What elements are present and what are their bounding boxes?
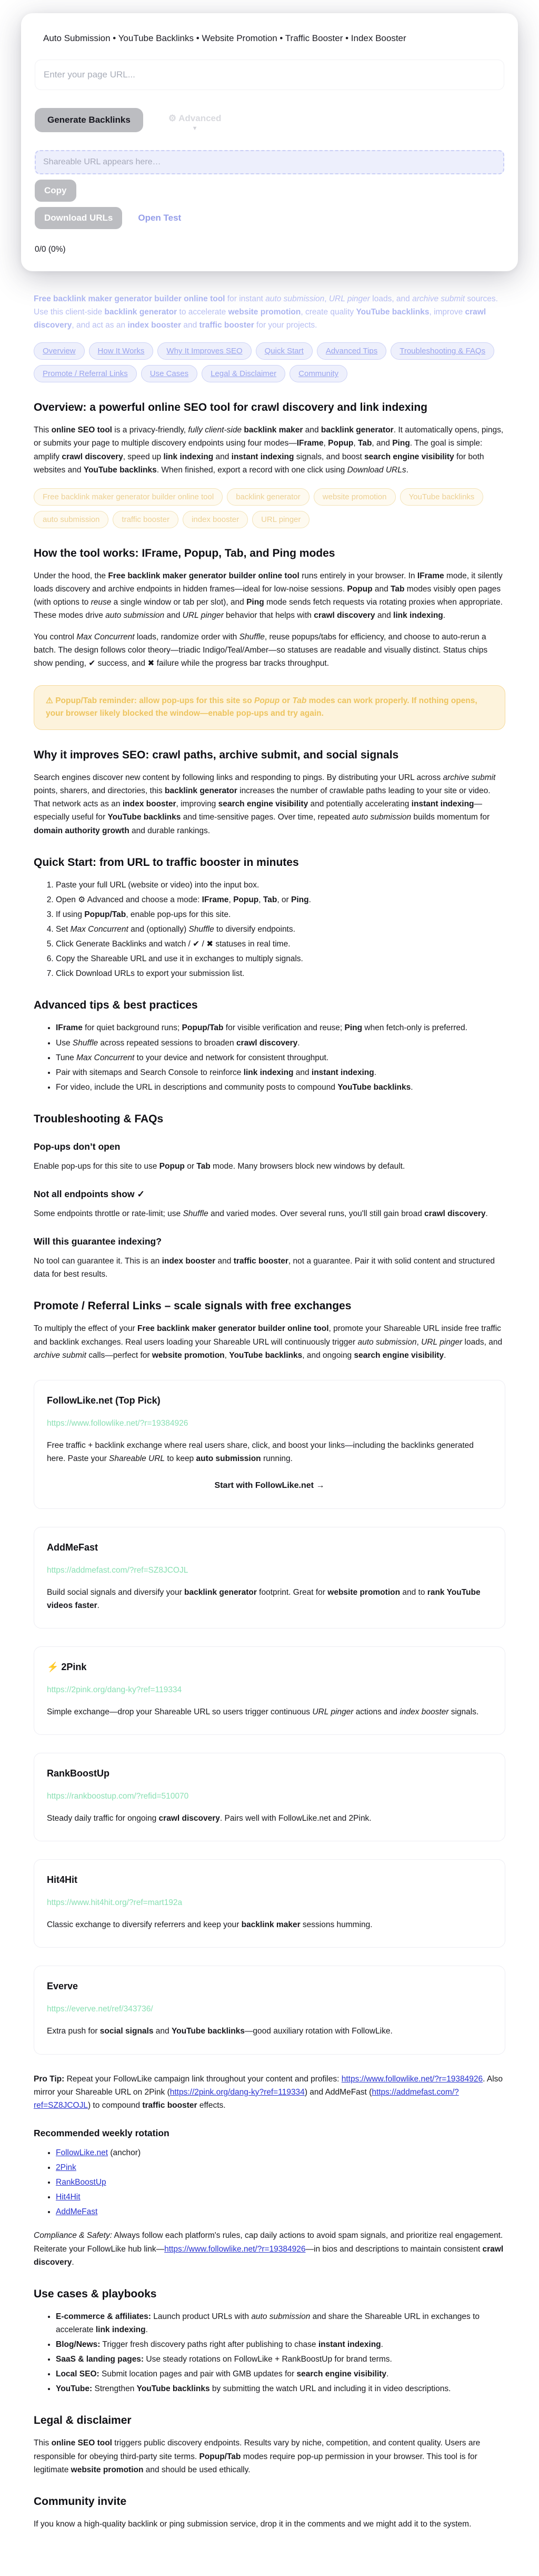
use-cases-list [34, 2310, 505, 2396]
legal-heading: Legal & disclaimer [34, 2414, 132, 2427]
keyword-chip: auto submission [34, 511, 108, 528]
use-case-item: • Local SEO: Submit location pages and pair with GMB updates for search engine visibility. [56, 2367, 505, 2381]
how-it-works-heading: How the tool works: IFrame, Popup, Tab, and Ping modes [34, 547, 335, 559]
advanced-toggle[interactable] [168, 108, 222, 132]
quick-start-step: 6. Copy the Shareable URL and use it in exchanges to multiply signals. [56, 952, 505, 965]
faq-question-guarantee: Will this guarantee indexing? [34, 1236, 162, 1247]
nav-pill[interactable]: Overview [34, 342, 85, 360]
how-paragraph-2: You control Max Concurrent loads, randomize order with Shuffle, reuse popups/tabs for efficiency, and choose to auto-rerun a batch. The design follows color theory—triadic Indigo/Teal/Amber—so statuses are readable and visually distinct. Status chips show pending, ✔ success, and ✖ failure while the progress bar tracks throughput. [34, 633, 488, 668]
promote-paragraph: To multiply the effect of your Free backlink maker generator builder online tool, promote your Shareable URL inside free traffic and backlink exchanges. Real users loading your Shareable URL will continuously trigger auto submission, URL pinger loads, and archive submit calls—perfect for website promotion, YouTube backlinks, and ongoing search engine visibility. [34, 1324, 503, 1360]
keyword-chip: YouTube backlinks [400, 488, 484, 506]
inline-link[interactable]: RankBoostUp [56, 2178, 106, 2187]
nav-pill[interactable]: Community [290, 365, 347, 382]
referral-card-2pink [34, 1646, 505, 1735]
inline-link[interactable]: https://www.followlike.net/?r=19384926 [341, 2074, 483, 2084]
compliance-paragraph: Compliance & Safety: Always follow each platform's rules, cap daily actions to avoid spam signals, and prioritize real engagement. Reiterate your FollowLike hub link—https://www.followlike.net/?r=19384926—in bios and descriptions to maintain consistent crawl discovery. [34, 2231, 504, 2267]
why-seo-heading: Why it improves SEO: crawl paths, archive submit, and social signals [34, 749, 399, 762]
quick-start-step: 7. Click Download URLs to export your submission list. [56, 967, 505, 980]
promote-heading: Promote / Referral Links – scale signals with free exchanges [34, 1300, 352, 1312]
referral-url-link[interactable]: https://www.hit4hit.org/?ref=mart192a [47, 1898, 183, 1908]
overview-paragraph: This online SEO tool is a privacy-friendly, fully client-side backlink maker and backlink generator. It automatically opens, pings, or submits your page to multiple discovery endpoints using four modes—IFrame, Popup, Tab, and Ping. The goal is simple: amplify crawl discovery, speed up link indexing and instant indexing signals, and boost search engine visibility for both websites and YouTube backlinks. When finished, export a record with one click using Download URLs. [34, 426, 504, 475]
followlike-cta-link[interactable]: Start with FollowLike.net → [214, 1481, 325, 1490]
keyword-chips [34, 488, 505, 528]
quick-start-steps [34, 879, 505, 981]
referral-description: Extra push for social signals and YouTube backlinks—good auxiliary rotation with FollowLike. [47, 2027, 393, 2036]
referral-name: ⚡ 2Pink [47, 1662, 87, 1673]
faq-answer-endpoints: Some endpoints throttle or rate-limit; use Shuffle and varied modes. Over several runs, you'll still gain broad crawl discovery. [34, 1209, 488, 1219]
referral-name: RankBoostUp [47, 1768, 110, 1779]
shareable-url-input[interactable] [35, 150, 504, 174]
referral-name: Everve [47, 1981, 78, 1992]
rotation-item [56, 2205, 505, 2218]
referral-url-link[interactable]: https://rankboostup.com/?refid=510070 [47, 1792, 189, 1801]
inline-link[interactable]: FollowLike.net [56, 2148, 108, 2157]
nav-pill[interactable]: Advanced Tips [317, 342, 386, 360]
use-case-item: • E-commerce & affiliates: Launch product URLs with auto submission and share the Shareable URL in exchanges to accelerate link indexing. [56, 2310, 505, 2336]
referral-url-link[interactable]: https://everve.net/ref/343736/ [47, 2005, 153, 2014]
generate-backlinks-button[interactable]: Generate Backlinks [35, 108, 143, 132]
use-cases-heading: Use cases & playbooks [34, 2287, 157, 2300]
referral-card-followlike [34, 1380, 505, 1509]
referral-card-everve [34, 1966, 505, 2054]
advanced-tip: • Pair with sitemaps and Search Console to reinforce link indexing and instant indexing. [56, 1066, 505, 1079]
referral-cta-row [47, 1479, 492, 1493]
referral-description: Free traffic + backlink exchange where real users share, click, and boost your links—including the backlinks generated here. Paste your Shareable URL to keep auto submission running. [47, 1440, 474, 1463]
quick-start-heading: Quick Start: from URL to traffic booster in minutes [34, 856, 299, 868]
advanced-tip: • Tune Max Concurrent to your device and network for consistent throughput. [56, 1051, 505, 1064]
faq-question-popups: Pop-ups don’t open [34, 1141, 121, 1152]
intro-paragraph: Free backlink maker generator builder online tool for instant auto submission, URL pinger loads, and archive submit sources. Use this client-side backlink generator to accelerate website promotion, create quality YouTube backlinks, improve crawl discovery, and act as an index booster and traffic booster for your projects. [34, 294, 498, 330]
quick-start-step: 4. Set Max Concurrent and (optionally) Shuffle to diversify endpoints. [56, 923, 505, 936]
how-paragraph-1: Under the hood, the Free backlink maker generator builder online tool runs entirely in your browser. In IFrame mode, it silently loads discovery and archive endpoints in hidden frames—ideal for low-noise sessions. Popup and Tab modes visibly open pages (with options to reuse a single window or tab per slot), and Ping mode sends fetch requests via rotating proxies when appropriate. These modes drive auto submission and URL pinger behavior that helps with crawl discovery and link indexing. [34, 571, 503, 620]
advanced-tip: • IFrame for quiet background runs; Popup/Tab for visible verification and reuse; Ping when fetch-only is preferred. [56, 1021, 505, 1034]
chevron-down-icon: ▼ [192, 125, 198, 132]
keyword-chip: Free backlink maker generator builder online tool [34, 488, 223, 506]
referral-url-link[interactable]: https://addmefast.com/?ref=SZ8JCOJL [47, 1565, 188, 1575]
use-case-item: • YouTube: Strengthen YouTube backlinks by submitting the watch URL and including it in video descriptions. [56, 2382, 505, 2395]
referral-description: Steady daily traffic for ongoing crawl discovery. Pairs well with FollowLike.net and 2Pink. [47, 1814, 372, 1823]
nav-pill[interactable]: Troubleshooting & FAQs [391, 342, 494, 360]
quick-start-step: 2. Open ⚙ Advanced and choose a mode: IFrame, Popup, Tab, or Ping. [56, 893, 505, 906]
nav-pill[interactable]: Promote / Referral Links [34, 365, 137, 382]
popup-reminder-callout: ⚠ Popup/Tab reminder: allow pop-ups for this site so Popup or Tab modes can work properly. If nothing opens, your browser likely blocked the window—enable pop-ups and try again. [34, 685, 505, 731]
referral-description: Simple exchange—drop your Shareable URL so users trigger continuous URL pinger actions and index booster signals. [47, 1708, 479, 1717]
rotation-list [34, 2146, 505, 2219]
keyword-chip: traffic booster [113, 511, 178, 528]
page-title: Auto Submission • YouTube Backlinks • Website Promotion • Traffic Booster • Index Booster [43, 33, 406, 43]
nav-pill[interactable]: Use Cases [141, 365, 197, 382]
keyword-chip: URL pinger [252, 511, 310, 528]
hero-band [0, 0, 539, 277]
keyword-chip: backlink generator [227, 488, 310, 506]
quick-start-step: 5. Click Generate Backlinks and watch / ✔ / ✖ statuses in real time. [56, 937, 505, 951]
copy-button[interactable]: Copy [35, 180, 76, 202]
overview-heading: Overview: a powerful online SEO tool for crawl discovery and link indexing [34, 401, 428, 414]
nav-pill[interactable]: Quick Start [256, 342, 313, 360]
inline-link[interactable]: Hit4Hit [56, 2193, 81, 2202]
referral-name: Hit4Hit [47, 1874, 77, 1886]
progress-counter: 0/0 (0%) [35, 245, 66, 254]
advanced-tips-heading: Advanced tips & best practices [34, 999, 198, 1012]
nav-pill[interactable]: Why It Improves SEO [157, 342, 251, 360]
inline-link[interactable]: https://www.followlike.net/?r=19384926 [164, 2244, 306, 2254]
quick-start-step: 1. Paste your full URL (website or video) into the input box. [56, 879, 505, 892]
inline-link[interactable]: https://addmefast.com/?ref=SZ8JCOJL [34, 2087, 459, 2110]
why-seo-paragraph: Search engines discover new content by following links and responding to pings. By distributing your URL across archive submit points, sharers, and directories, this backlink generator increases the number of crawlable paths leading to your site or video. That network acts as an index booster, improving search engine visibility and potentially accelerating instant indexing—especially useful for YouTube backlinks and time-sensitive pages. Over time, repeated auto submission builds momentum for domain authority growth and durable rankings. [34, 773, 496, 835]
referral-name: FollowLike.net (Top Pick) [47, 1395, 161, 1406]
faq-answer-guarantee: No tool can guarantee it. This is an index booster and traffic booster, not a guarantee. Pair it with solid content and structured data for best results. [34, 1257, 495, 1279]
generate-row [35, 108, 504, 132]
download-urls-button[interactable]: Download URLs [35, 207, 122, 229]
pro-tip-paragraph: Pro Tip: Repeat your FollowLike campaign link throughout your content and profiles: https://www.followlike.net/?r=19384926. Also mirror your Shareable URL on 2Pink (https://2pink.org/dang-ky?ref=119334) and AddMeFast (https://addmefast.com/?ref=SZ8JCOJL) to compound traffic booster effects. [34, 2074, 503, 2110]
rotation-item [56, 2161, 505, 2174]
advanced-tip: • For video, include the URL in descriptions and community posts to compound YouTube backlinks. [56, 1081, 505, 1094]
keyword-chip: index booster [183, 511, 248, 528]
advanced-tip: • Use Shuffle across repeated sessions to broaden crawl discovery. [56, 1037, 505, 1050]
legal-paragraph: This online SEO tool triggers public discovery endpoints. Results vary by niche, competition, and content quality. Users are responsible for obeying third-party site terms. Popup/Tab modes require pop-up permission in your browser. This tool is for legitimate website promotion and should be used ethically. [34, 2439, 481, 2474]
community-paragraph: If you know a high-quality backlink or ping submission service, drop it in the comments and we might add it to the system. [34, 2519, 472, 2529]
faq-question-endpoints: Not all endpoints show ✓ [34, 1189, 145, 1200]
nav-pill[interactable]: Legal & Disclaimer [202, 365, 285, 382]
advanced-tips-list [34, 1021, 505, 1094]
download-row [35, 207, 504, 229]
referral-name: AddMeFast [47, 1542, 98, 1553]
use-case-item: • Blog/News: Trigger fresh discovery paths right after publishing to chase instant indexing. [56, 2338, 505, 2351]
referral-description: Classic exchange to diversify referrers and keep your backlink maker sessions humming. [47, 1920, 373, 1930]
referral-card-hit4hit [34, 1859, 505, 1948]
rotation-item [56, 2190, 505, 2204]
copy-row [35, 180, 504, 202]
quick-start-step: 3. If using Popup/Tab, enable pop-ups for this site. [56, 908, 505, 921]
inline-link[interactable]: 2Pink [56, 2163, 76, 2172]
referral-url-link[interactable]: https://2pink.org/dang-ky?ref=119334 [47, 1685, 182, 1695]
referral-card-addmefast [34, 1527, 505, 1628]
use-case-item: • SaaS & landing pages: Use steady rotations on FollowLike + RankBoostUp for brand terms. [56, 2353, 505, 2366]
rotation-item: • FollowLike.net (anchor) [56, 2146, 505, 2159]
rotation-item [56, 2176, 505, 2189]
keyword-chip: website promotion [314, 488, 396, 506]
section-nav [34, 342, 505, 382]
tool-card [21, 13, 518, 271]
faq-answer-popups: Enable pop-ups for this site to use Popup or Tab mode. Many browsers block new windows by default. [34, 1161, 405, 1171]
main-content [0, 277, 539, 2576]
url-input[interactable] [35, 60, 504, 90]
nav-pill[interactable]: How It Works [89, 342, 154, 360]
advanced-label: ⚙ Advanced [168, 113, 222, 123]
faq-heading: Troubleshooting & FAQs [34, 1112, 164, 1125]
open-test-link[interactable]: Open Test [138, 213, 182, 223]
referral-url-link[interactable]: https://www.followlike.net/?r=19384926 [47, 1418, 188, 1428]
inline-link[interactable]: https://2pink.org/dang-ky?ref=119334 [169, 2087, 305, 2097]
referral-description: Build social signals and diversify your backlink generator footprint. Great for website promotion and to rank YouTube videos faster. [47, 1587, 481, 1610]
inline-link[interactable]: AddMeFast [56, 2207, 98, 2217]
rotation-heading: Recommended weekly rotation [34, 2127, 169, 2138]
community-heading: Community invite [34, 2495, 127, 2508]
referral-card-rankboostup [34, 1753, 505, 1841]
